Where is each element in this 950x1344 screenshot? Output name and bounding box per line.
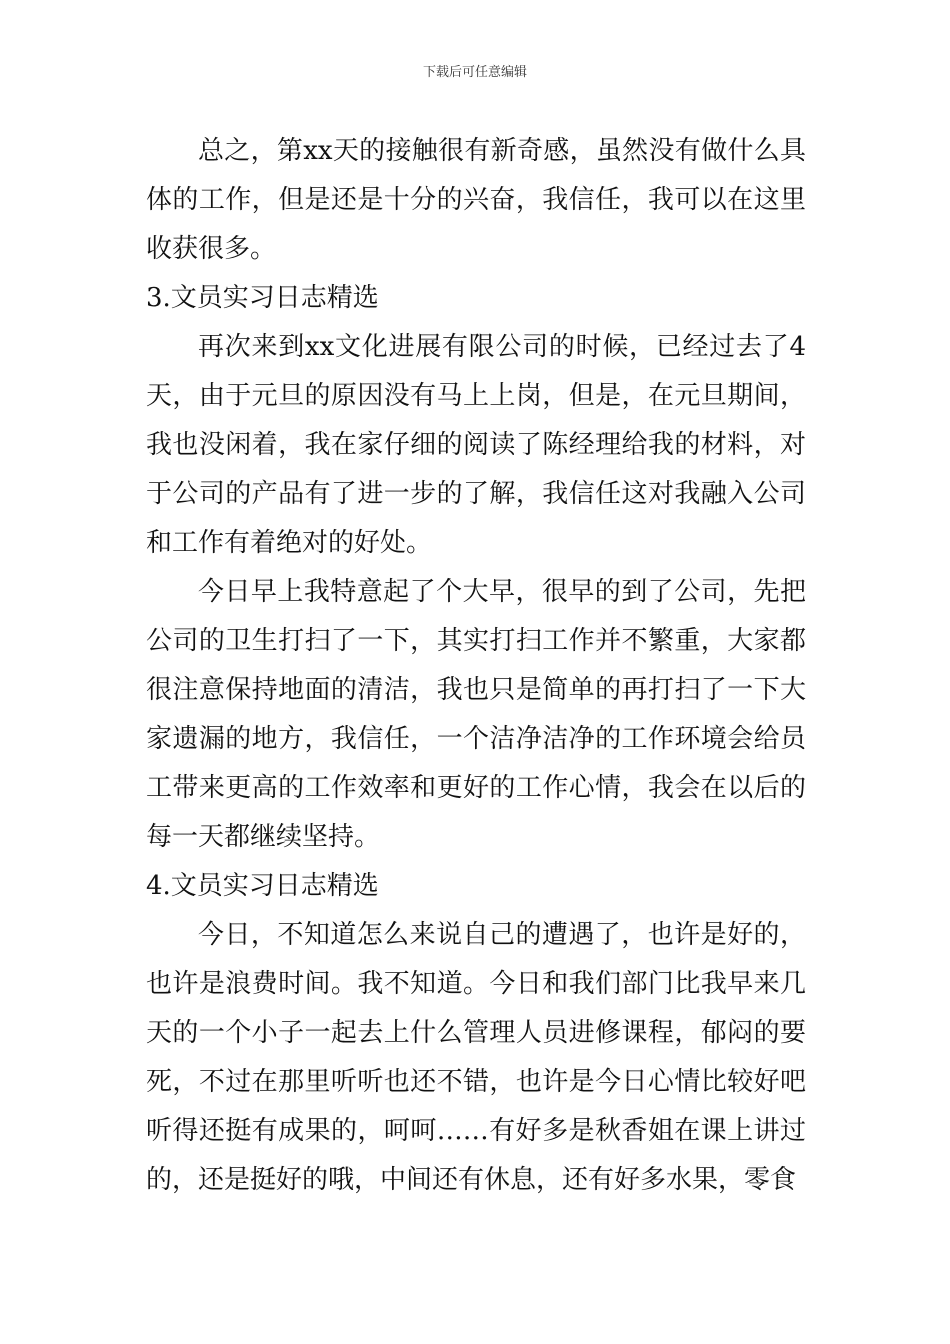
document-body <box>146 127 806 1205</box>
paragraph-return-to-company: 再次来到xx文化进展有限公司的时候，已经过去了4天，由于元旦的原因没有马上上岗，但是，在元旦期间，我也没闲着，我在家仔细的阅读了陈经理给我的材料，对于公司的产品有了进一步的了解，我信任这对我融入公司和工作有着绝对的好处。 <box>146 332 806 558</box>
section-heading-3: 3.文员实习日志精选 <box>146 283 379 313</box>
page-header: 下载后可任意编辑 <box>422 65 527 80</box>
paragraph-training-course: 今日，不知道怎么来说自己的遭遇了，也许是好的，也许是浪费时间。我不知道。今日和我们部门比我早来几天的一个小子一起去上什么管理人员进修课程，郁闷的要死，不过在那里听听也还不错，也许是今日心情比较好吧听得还挺有成果的，呵呵……有好多是秋香姐在课上讲过的，还是挺好的哦，中间还有休息，还有好多水果，零食 <box>146 920 806 1195</box>
paragraph-cleaning: 今日早上我特意起了个大早，很早的到了公司，先把公司的卫生打扫了一下，其实打扫工作并不繁重，大家都很注意保持地面的清洁，我也只是简单的再打扫了一下大家遗漏的地方，我信任，一个洁净洁净的工作环境会给员工带来更高的工作效率和更好的工作心情，我会在以后的每一天都继续坚持。 <box>146 577 806 852</box>
section-heading-4: 4.文员实习日志精选 <box>146 871 379 901</box>
paragraph-summary: 总之，第xx天的接触很有新奇感，虽然没有做什么具体的工作，但是还是十分的兴奋，我信任，我可以在这里收获很多。 <box>146 136 806 264</box>
